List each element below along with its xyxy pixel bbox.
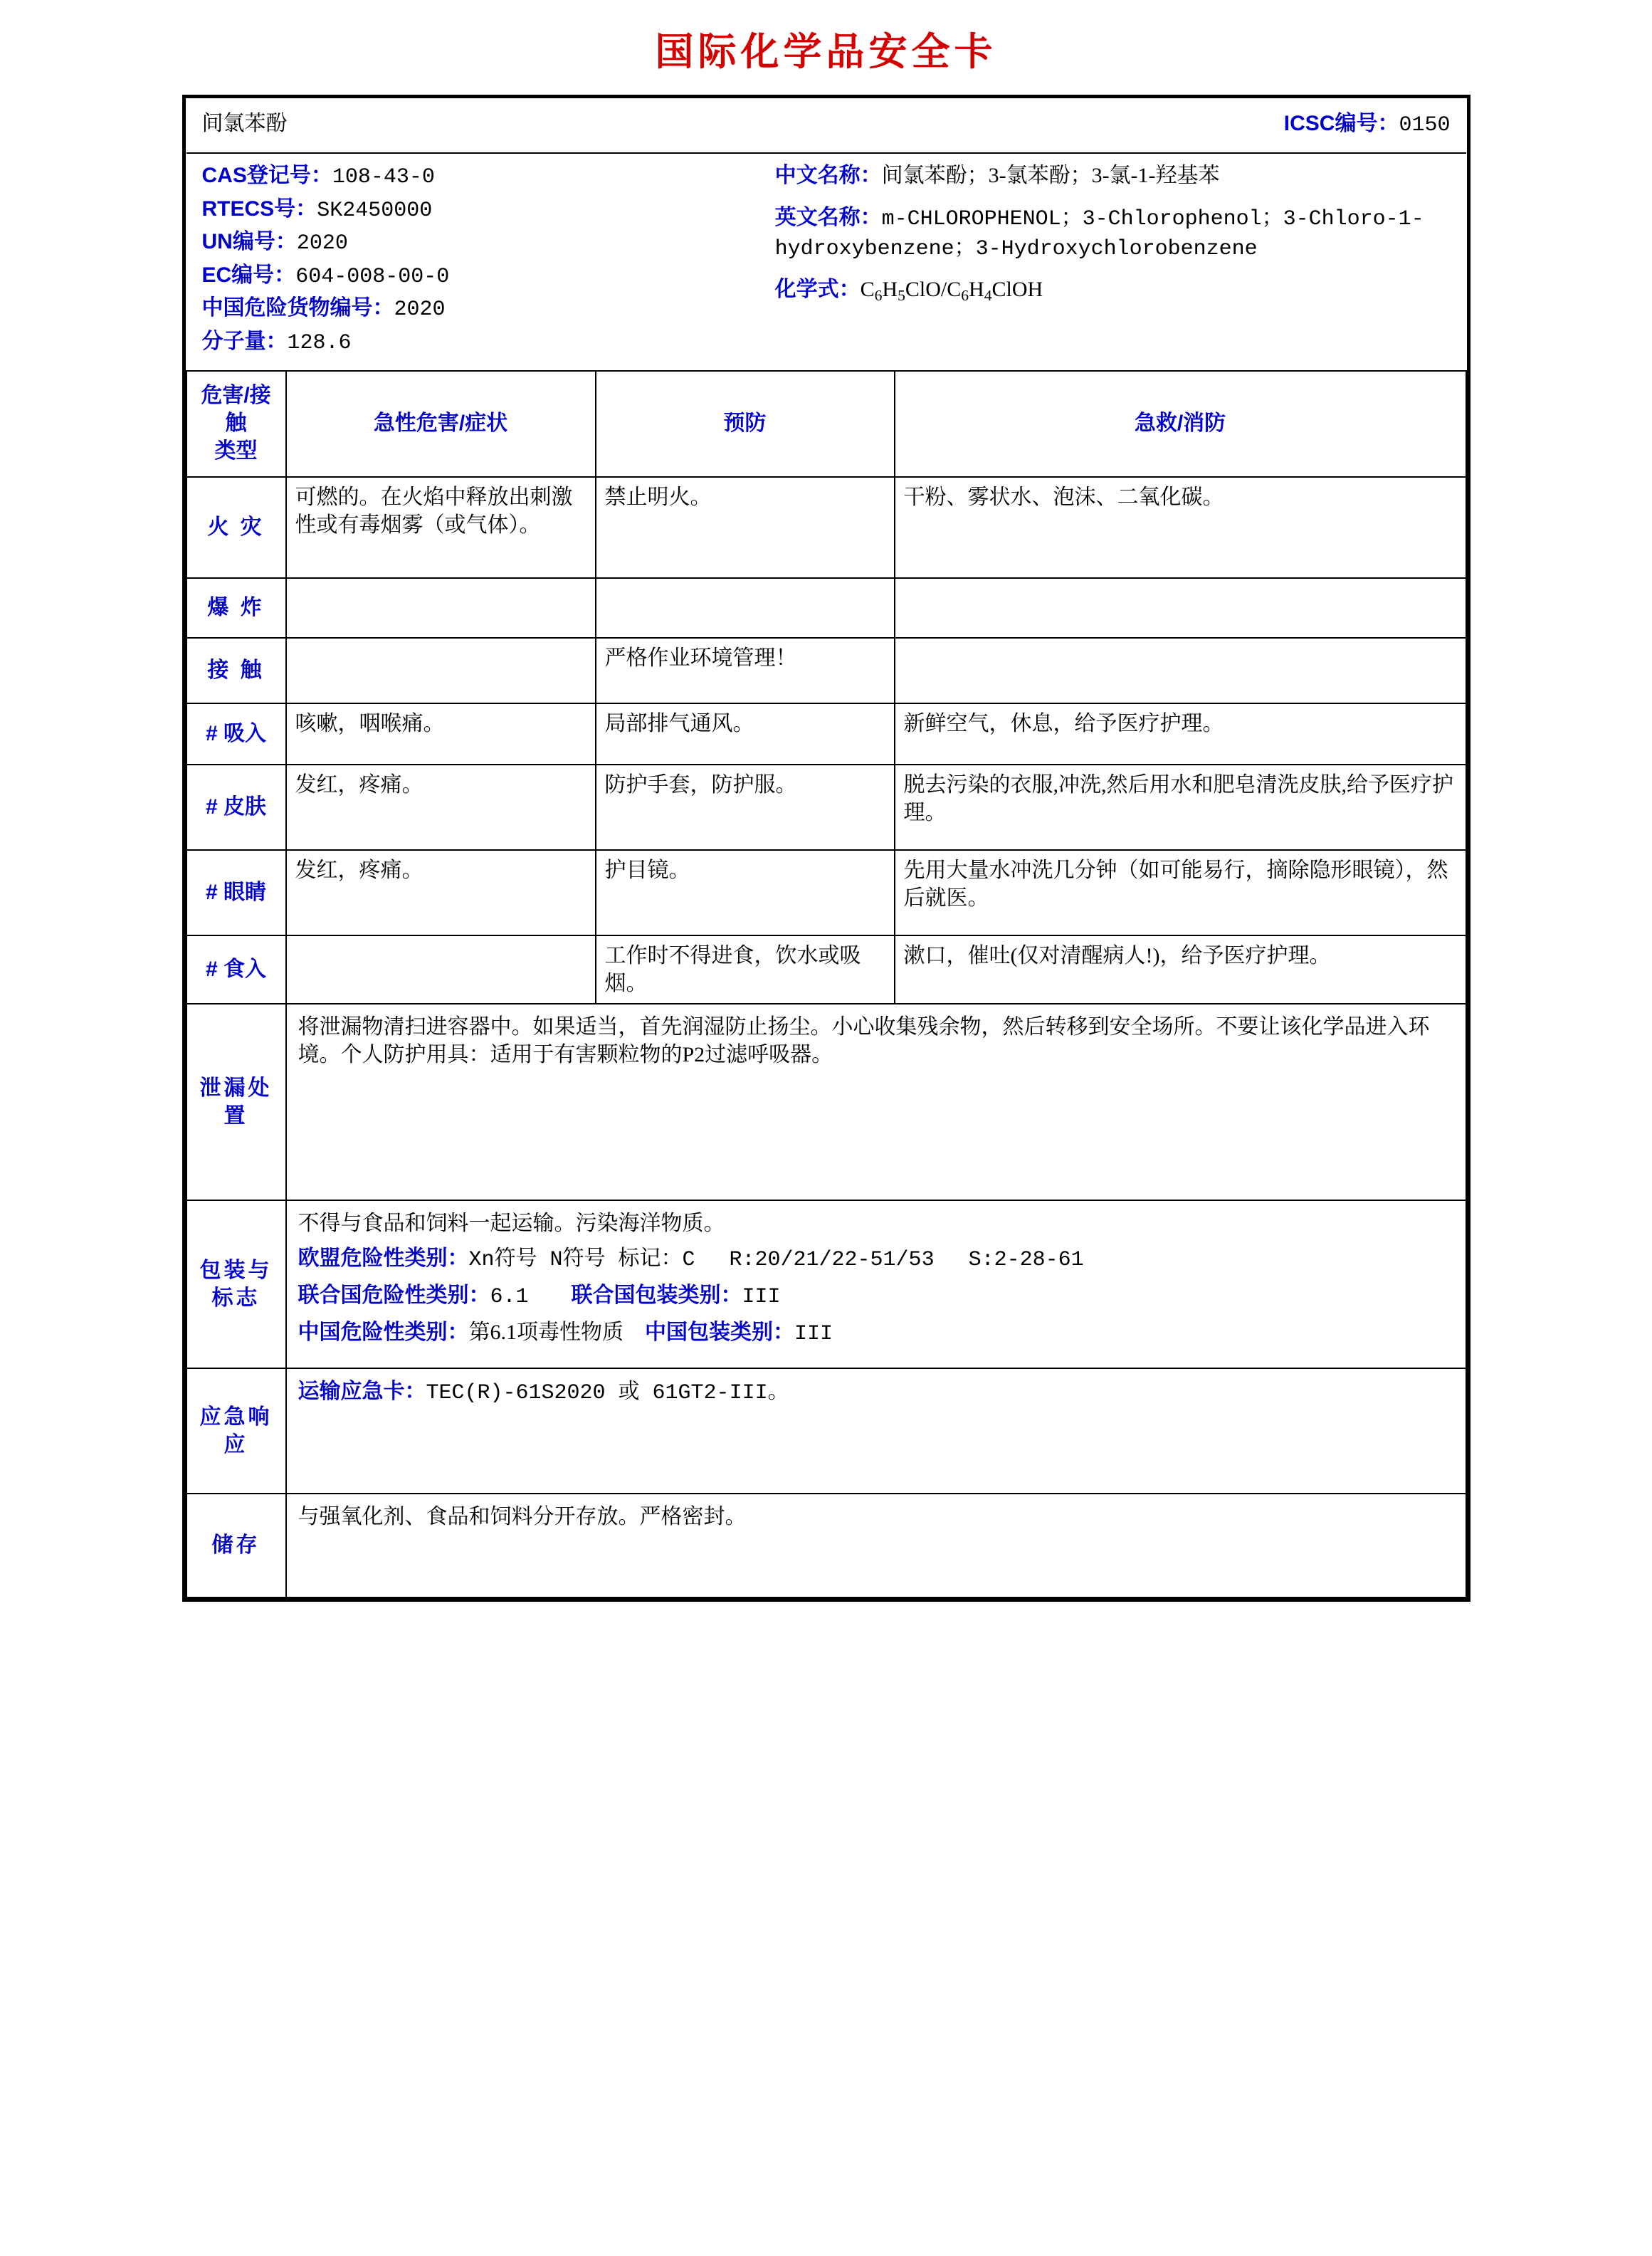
field-rtecs-label: RTECS号： [201, 196, 317, 221]
row-label-inhalation: # 吸入 [186, 703, 286, 765]
column-header-prevention: 预防 [596, 371, 895, 477]
row-label-eyes: # 眼睛 [186, 850, 286, 935]
cell-inhalation-firstaid: 新鲜空气，休息，给予医疗护理。 [895, 703, 1466, 765]
table-row-packaging [186, 1200, 1466, 1368]
row-label-packaging: 包装与标志 [186, 1200, 286, 1368]
field-cn-dangerous-goods-value: 2020 [394, 298, 446, 322]
cell-explosion-prevention [596, 578, 895, 638]
cell-exposure-hazard [286, 638, 596, 703]
identity-row [186, 153, 1466, 371]
packaging-cn-pack-value: III [794, 1321, 833, 1346]
field-un-value: 2020 [296, 231, 348, 256]
icsc-label: ICSC编号： [1283, 112, 1399, 135]
row-label-fire: 火 灾 [186, 477, 286, 578]
field-un [202, 227, 775, 259]
column-header-type [186, 371, 286, 477]
table-row-spill [186, 1004, 1466, 1200]
packaging-line-un [298, 1281, 1454, 1311]
field-formula [775, 275, 1452, 307]
field-ec-label: EC编号： [201, 263, 296, 287]
packaging-un-pack-value: III [742, 1284, 781, 1309]
row-label-exposure: 接 触 [186, 638, 286, 703]
packaging-un-pack-label: 联合国包装类别： [571, 1283, 742, 1307]
packaging-cn-class-label: 中国危险性类别： [298, 1320, 469, 1344]
field-molecular-weight-label: 分子量： [201, 329, 288, 353]
column-header-firstaid: 急救/消防 [895, 371, 1466, 477]
table-row-ingestion [186, 935, 1466, 1004]
field-formula-value: $C_6H_5ClO/C_6H_4ClOH$ [860, 277, 1043, 304]
table-row-exposure [186, 638, 1466, 703]
field-ec [202, 261, 775, 293]
table-row-eyes [186, 850, 1466, 935]
field-chinese-name-value: 间氯苯酚；3-氯苯酚；3-氯-1-羟基苯 [881, 164, 1220, 187]
field-molecular-weight-value: 128.6 [287, 330, 352, 355]
packaging-cn-pack-label: 中国包装类别： [645, 1320, 794, 1344]
packaging-eu-value: Xn符号 N符号 标记：C R:20/21/22-51/53 S:2-28-61 [468, 1247, 1084, 1272]
field-chinese-name-label: 中文名称： [774, 164, 882, 187]
cell-eyes-firstaid: 先用大量水冲洗几分钟（如可能易行，摘除隐形眼镜），然后就医。 [895, 850, 1466, 935]
cell-spill-text: 将泄漏物清扫进容器中。如果适当，首先润湿防止扬尘。小心收集残余物，然后转移到安全场所。不要让该化学品进入环境。个人防护用具：适用于有害颗粒物的P2过滤呼吸器。 [286, 1004, 1466, 1200]
field-cas [202, 161, 775, 193]
page-title: 国际化学品安全卡 [655, 31, 997, 73]
identity-block [186, 153, 1466, 371]
row-label-emergency: 应急响应 [186, 1368, 286, 1494]
cell-fire-firstaid: 干粉、雾状水、泡沫、二氧化碳。 [895, 477, 1466, 578]
table-row-explosion [186, 578, 1466, 638]
safety-card-table [186, 98, 1467, 1598]
cell-fire-prevention: 禁止明火。 [596, 477, 895, 578]
substance-name: 间氯苯酚 [186, 98, 596, 153]
field-english-name-value: m-CHLOROPHENOL；3-Chlorophenol；3-Chloro-1-hydroxybenzene；3-Hydroxychlorobenzene [774, 206, 1424, 262]
field-english-name-label: 英文名称： [774, 205, 882, 229]
column-header-type-line2: 类型 [214, 439, 258, 463]
table-row-storage [186, 1494, 1466, 1597]
cell-fire-hazard: 可燃的。在火焰中释放出刺激性或有毒烟雾（或气体）。 [286, 477, 596, 578]
cell-eyes-prevention: 护目镜。 [596, 850, 895, 935]
identity-left-column [186, 161, 775, 360]
row-label-explosion: 爆 炸 [186, 578, 286, 638]
field-chinese-name [775, 161, 1452, 193]
cell-storage-text: 与强氧化剂、食品和饲料分开存放。严格密封。 [286, 1494, 1466, 1597]
table-row-inhalation [186, 703, 1466, 765]
emergency-card-value: TEC(R)-61S2020 或 61GT2-III。 [426, 1380, 789, 1405]
safety-card [182, 95, 1471, 1602]
icsc-value: 0150 [1399, 113, 1451, 137]
field-ec-value: 604-008-00-0 [295, 264, 450, 289]
field-cn-dangerous-goods-label: 中国危险货物编号： [201, 296, 394, 320]
cell-ingestion-prevention: 工作时不得进食，饮水或吸烟。 [596, 935, 895, 1004]
card-header-row [186, 98, 1466, 153]
row-label-ingestion: # 食入 [186, 935, 286, 1004]
column-header-hazards: 急性危害/症状 [286, 371, 596, 477]
row-label-storage: 储存 [186, 1494, 286, 1597]
cell-inhalation-prevention: 局部排气通风。 [596, 703, 895, 765]
cell-skin-hazard: 发红，疼痛。 [286, 765, 596, 850]
cell-ingestion-firstaid: 漱口，催吐(仅对清醒病人!)，给予医疗护理。 [895, 935, 1466, 1004]
field-rtecs [202, 194, 775, 226]
cell-inhalation-hazard: 咳嗽，咽喉痛。 [286, 703, 596, 765]
cell-skin-prevention: 防护手套，防护服。 [596, 765, 895, 850]
emergency-card-label: 运输应急卡： [298, 1379, 426, 1403]
table-row-skin [186, 765, 1466, 850]
row-label-spill: 泄漏处置 [186, 1004, 286, 1200]
field-english-name [775, 203, 1452, 265]
cell-explosion-hazard [286, 578, 596, 638]
field-cas-value: 108-43-0 [332, 165, 435, 189]
table-row-fire [186, 477, 1466, 578]
column-header-row [186, 371, 1466, 477]
cell-packaging-text [286, 1200, 1466, 1368]
row-label-skin: # 皮肤 [186, 765, 286, 850]
cell-explosion-firstaid [895, 578, 1466, 638]
packaging-un-class-label: 联合国危险性类别： [298, 1283, 490, 1307]
packaging-eu-label: 欧盟危险性类别： [298, 1246, 469, 1270]
cell-ingestion-hazard [286, 935, 596, 1004]
packaging-cn-class-value: 第6.1项毒性物质 [468, 1320, 624, 1344]
field-cn-dangerous-goods [202, 293, 775, 325]
emergency-line-card [298, 1378, 1454, 1407]
field-formula-label: 化学式： [774, 277, 861, 301]
field-molecular-weight [202, 327, 775, 359]
cell-skin-firstaid: 脱去污染的衣服,冲洗,然后用水和肥皂清洗皮肤,给予医疗护理。 [895, 765, 1466, 850]
identity-right-column [775, 161, 1466, 360]
packaging-line-cn [298, 1318, 1454, 1348]
field-un-label: UN编号： [201, 230, 297, 254]
cell-exposure-prevention: 严格作业环境管理！ [596, 638, 895, 703]
column-header-type-line1: 危害/接触 [201, 383, 271, 435]
packaging-line-eu [298, 1244, 1454, 1274]
table-row-emergency [186, 1368, 1466, 1494]
cell-eyes-hazard: 发红，疼痛。 [286, 850, 596, 935]
field-rtecs-value: SK2450000 [317, 198, 433, 223]
cell-exposure-firstaid [895, 638, 1466, 703]
packaging-line-transport: 不得与食品和饲料一起运输。污染海洋物质。 [298, 1211, 725, 1235]
cell-emergency-text [286, 1368, 1466, 1494]
packaging-un-class-value: 6.1 [490, 1284, 529, 1309]
icsc-number-cell [596, 98, 1466, 153]
field-cas-label: CAS登记号： [201, 164, 332, 187]
